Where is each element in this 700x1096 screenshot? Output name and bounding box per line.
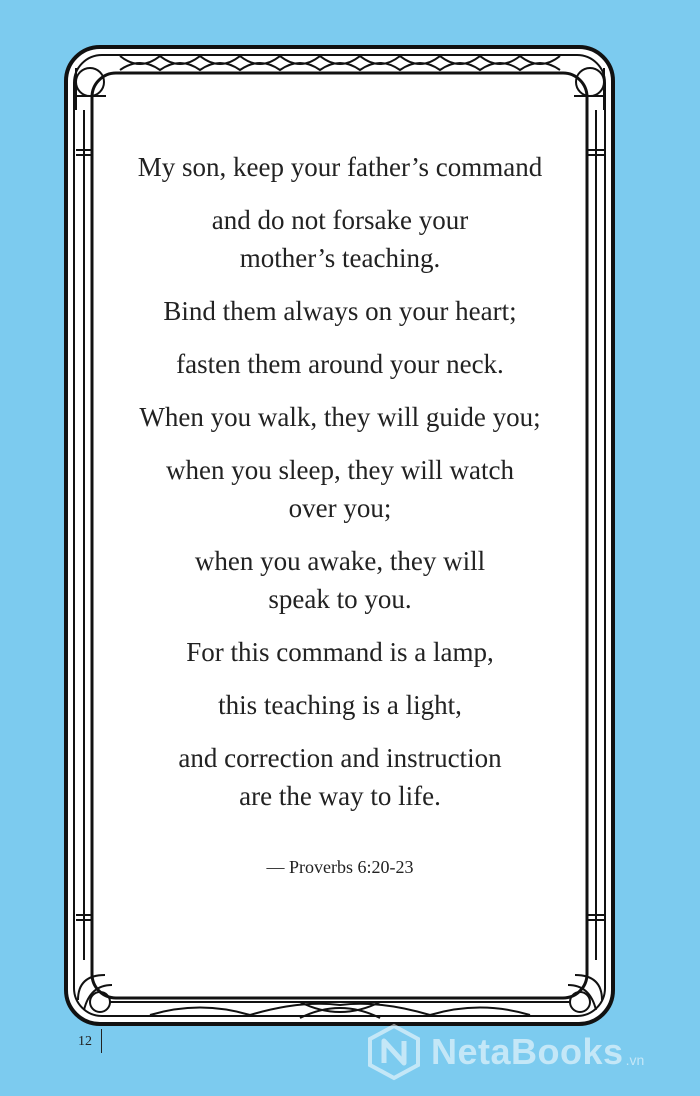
verse-stanza	[95, 739, 585, 815]
verse-stanza	[95, 451, 585, 527]
verse-stanza	[95, 148, 585, 186]
verse-stanza	[95, 201, 585, 277]
verse-stanza	[95, 633, 585, 671]
verse-line: when you sleep, they will watch	[166, 455, 514, 485]
netabooks-logo-icon	[365, 1023, 423, 1081]
verse-stanza	[95, 292, 585, 330]
verse-line: When you walk, they will guide you;	[139, 402, 541, 432]
verse-stanza	[95, 345, 585, 383]
page-number-rule	[101, 1029, 102, 1053]
verse-line: when you awake, they will	[194, 546, 486, 576]
verse-stanza	[95, 686, 585, 724]
verse-stanza	[95, 398, 585, 436]
verse-block	[95, 148, 585, 878]
page-number: 12	[78, 1034, 92, 1049]
verse-line: Bind them always on your heart;	[163, 296, 517, 326]
watermark	[365, 1022, 695, 1082]
watermark-suffix: .vn	[625, 1052, 645, 1068]
verse-line: mother’s teaching.	[239, 243, 441, 273]
verse-line: and do not forsake your	[211, 205, 469, 235]
verse-stanza	[95, 542, 585, 618]
verse-line: are the way to life.	[239, 781, 441, 811]
verse-line: this teaching is a light,	[218, 690, 462, 720]
verse-line: fasten them around your neck.	[176, 349, 504, 379]
verse-stanzas	[95, 148, 585, 815]
verse-line: My son, keep your father’s command	[137, 152, 543, 182]
verse-attribution: — Proverbs 6:20-23	[266, 857, 414, 877]
verse-line: and correction and instruction	[178, 743, 502, 773]
verse-line: speak to you.	[268, 584, 412, 614]
verse-line: For this command is a lamp,	[186, 637, 494, 667]
verse-line: over you;	[288, 493, 392, 523]
watermark-brand: NetaBooks	[431, 1031, 624, 1072]
